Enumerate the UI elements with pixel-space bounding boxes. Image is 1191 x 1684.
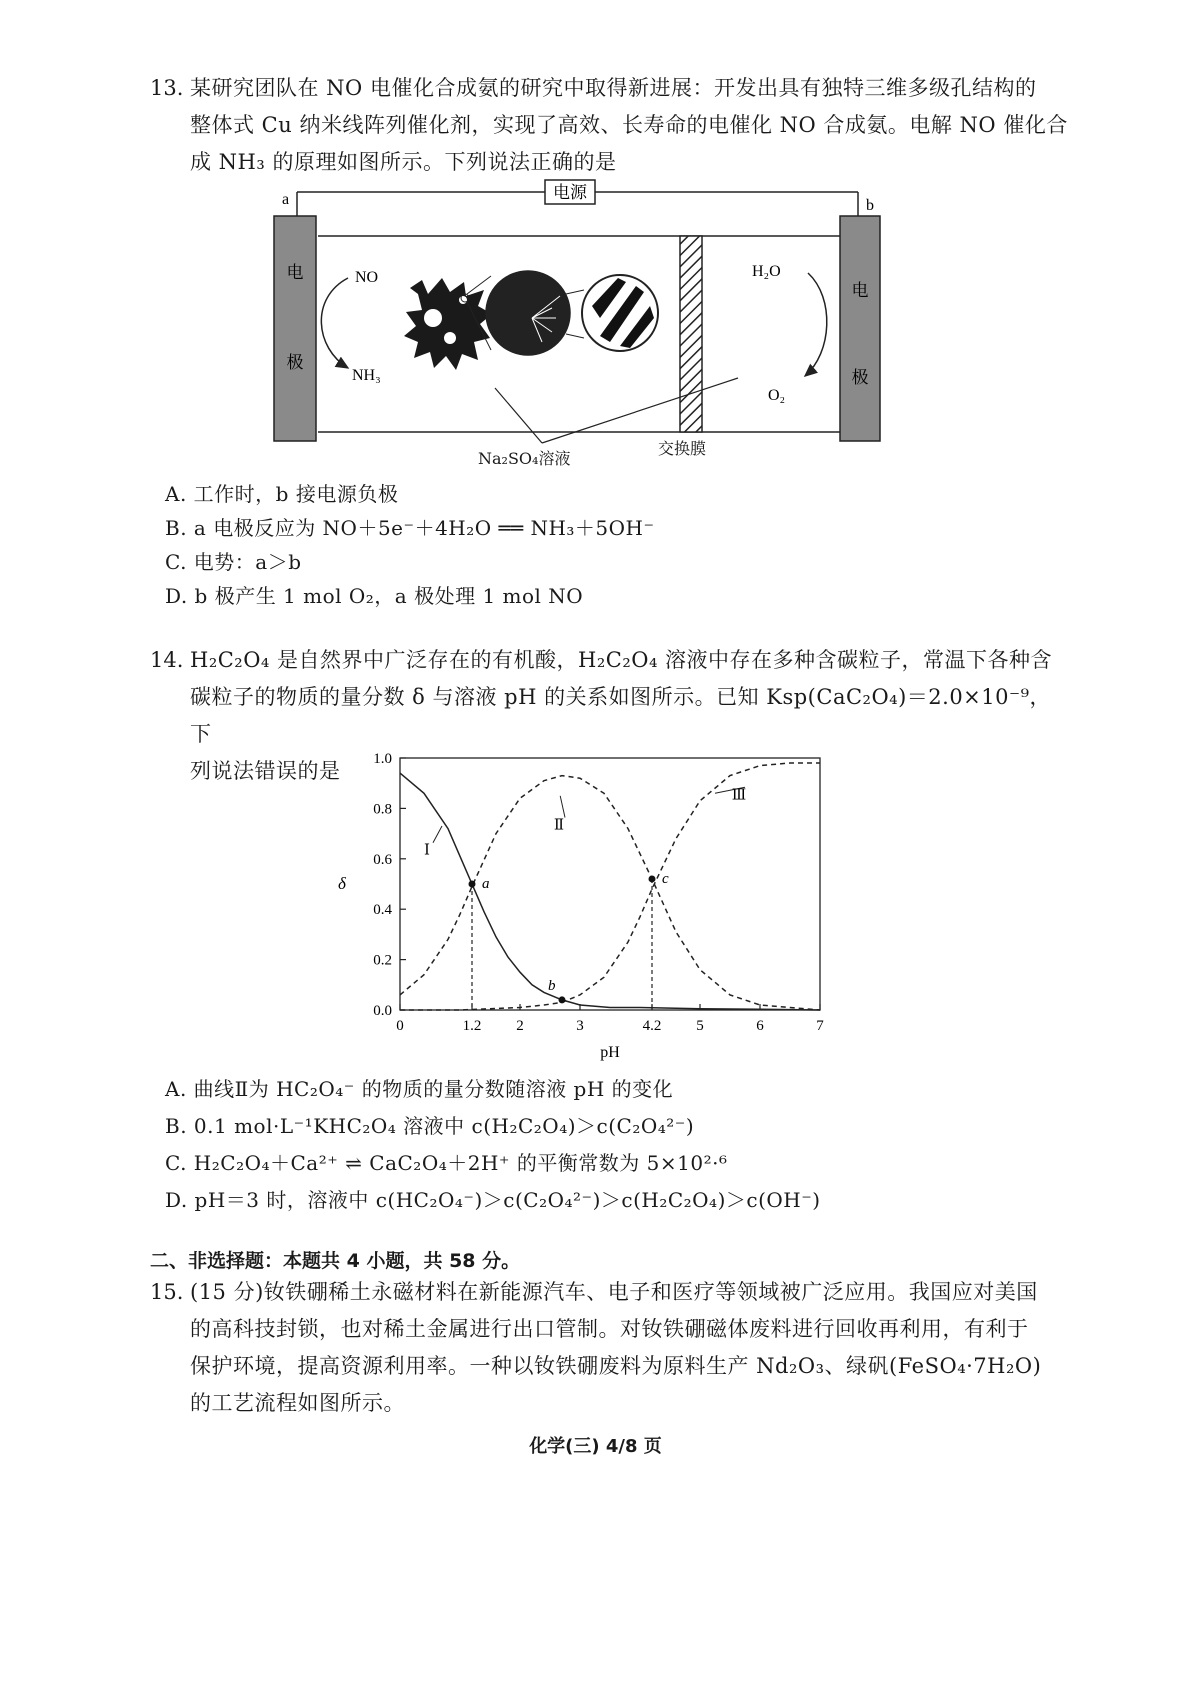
q15-number: 15.: [150, 1280, 184, 1304]
q15-stem: [190, 1274, 1090, 1422]
electrolysis-diagram: [270, 178, 890, 463]
exchange-membrane: [680, 236, 702, 432]
q15-stem-line: 的工艺流程如图所示。: [190, 1391, 405, 1415]
solution-pointer: [495, 388, 542, 443]
q14-option-d: D. pH＝3 时，溶液中 c(HC₂O₄⁻)＞c(C₂O₄²⁻)＞c(H₂C₂O₄)＞c(OH⁻): [165, 1188, 821, 1212]
x-tick-label: 1.2: [462, 1018, 482, 1034]
power-source-label: 电源: [553, 183, 587, 202]
q13-stem-line: 某研究团队在 NO 电催化合成氨的研究中取得新进展：开发出具有独特三维多级孔结构的: [190, 76, 1037, 100]
right-electrode-char: 极: [851, 368, 869, 387]
point-label: c: [662, 870, 669, 887]
q15-stem-line: (15 分)钕铁硼稀土永磁材料在新能源汽车、电子和医疗等领域被广泛应用。我国应对美国: [190, 1280, 1038, 1304]
series-label-leader: [560, 796, 565, 818]
q14-option-a: A. 曲线Ⅱ为 HC₂O₄⁻ 的物质的量分数随溶液 pH 的变化: [165, 1077, 674, 1101]
point-marker: [559, 996, 566, 1003]
q13-option-b: B. a 电极反应为 NO＋5e⁻＋4H₂O ══ NH₃＋5OH⁻: [165, 516, 655, 540]
series-3-line: [400, 763, 820, 1010]
left-electrode-char: 极: [286, 353, 304, 372]
right-electrode-char: 电: [851, 281, 869, 300]
y-tick-label: 0.2: [373, 952, 392, 969]
plot-frame: [400, 758, 820, 1010]
q14-stem-line: 碳粒子的物质的量分数 δ 与溶液 pH 的关系如图所示。已知 Ksp(CaC₂O₄)＝2.0×10⁻⁹，下: [190, 685, 1051, 746]
terminal-b: b: [866, 197, 874, 214]
q14-options: [165, 1074, 1065, 1215]
q13-stem-line: 成 NH₃ 的原理如图所示。下列说法正确的是: [190, 150, 617, 174]
point-label: b: [548, 977, 556, 994]
q13-stem-line: 整体式 Cu 纳米线阵列催化剂，实现了高效、长寿命的电催化 NO 合成氨。电解 NO 催化合: [190, 113, 1068, 137]
membrane-label: 交换膜: [658, 439, 707, 458]
q13-option-d: D. b 极产生 1 mol O₂，a 极处理 1 mol NO: [165, 584, 584, 608]
terminal-a: a: [282, 191, 290, 208]
q14-option-c: C. H₂C₂O₄＋Ca²⁺ ⇌ CaC₂O₄＋2H⁺ 的平衡常数为 5×10²·⁶: [165, 1151, 728, 1175]
x-tick-label: 2: [516, 1018, 524, 1034]
x-tick-label: 3: [576, 1018, 584, 1034]
point-label: a: [482, 876, 490, 892]
section-heading: 二、非选择题：本题共 4 小题，共 58 分。: [150, 1250, 521, 1272]
y-tick-label: 0.0: [373, 1003, 392, 1019]
series-label-leader: [433, 826, 442, 843]
page-footer: 化学(三) 4/8 页: [529, 1436, 662, 1457]
x-axis-label: pH: [600, 1044, 620, 1061]
q15-stem-line: 保护环境，提高资源利用率。一种以钕铁硼废料为原料生产 Nd₂O₃、绿矾(FeSO₄·7H₂O): [190, 1354, 1042, 1378]
no-label: NO: [355, 269, 379, 286]
series-label: Ⅰ: [424, 842, 430, 859]
x-tick-label: 6: [756, 1018, 764, 1034]
y-axis-label: δ: [338, 874, 346, 893]
nh3-label: NH₃: [352, 367, 381, 384]
left-reaction-arrow: [321, 278, 348, 368]
y-tick-label: 0.8: [373, 801, 392, 818]
right-reaction-arrow: [805, 273, 827, 376]
delta-ph-chart: [320, 740, 840, 1070]
q14-number: 14.: [150, 648, 184, 672]
q13-stem: [190, 70, 1070, 181]
series-label: Ⅲ: [731, 787, 747, 804]
y-tick-label: 1.0: [373, 751, 392, 767]
q13-option-a: A. 工作时，b 接电源负极: [165, 482, 399, 506]
o2-label: O₂: [768, 387, 786, 404]
x-tick-label: 0: [396, 1018, 404, 1034]
q15-stem-line: 的高科技封锁，也对稀土金属进行出口管制。对钕铁硼磁体废料进行回收再利用，有利于: [190, 1317, 1029, 1341]
q13-number: 13.: [150, 76, 184, 100]
left-electrode: [274, 216, 316, 441]
cu-nanowire-catalyst-image: [404, 271, 658, 370]
series-1-line: [400, 773, 820, 1010]
solution-label: Na₂SO₄溶液: [478, 449, 571, 468]
h2o-label: H₂O: [752, 263, 781, 280]
q13-options: [165, 479, 1045, 611]
series-2-line: [400, 776, 820, 1010]
x-tick-label: 5: [696, 1018, 704, 1034]
point-marker: [649, 875, 656, 882]
series-label: Ⅱ: [553, 817, 565, 834]
y-tick-label: 0.6: [373, 851, 392, 868]
q14-option-b: B. 0.1 mol·L⁻¹KHC₂O₄ 溶液中 c(H₂C₂O₄)＞c(C₂O₄²⁻): [165, 1114, 695, 1138]
solution-pointer: [542, 378, 738, 443]
left-electrode-char: 电: [286, 263, 304, 282]
right-electrode: [840, 216, 880, 441]
q13-option-c: C. 电势：a＞b: [165, 550, 302, 574]
q14-stem-line: H₂C₂O₄ 是自然界中广泛存在的有机酸，H₂C₂O₄ 溶液中存在多种含碳粒子，常温下各种含: [190, 648, 1053, 672]
q14-stem-line: 列说法错误的是: [190, 759, 341, 783]
point-marker: [469, 881, 476, 888]
x-tick-label: 4.2: [642, 1018, 662, 1034]
x-tick-label: 7: [816, 1018, 824, 1034]
y-tick-label: 0.4: [373, 902, 392, 919]
